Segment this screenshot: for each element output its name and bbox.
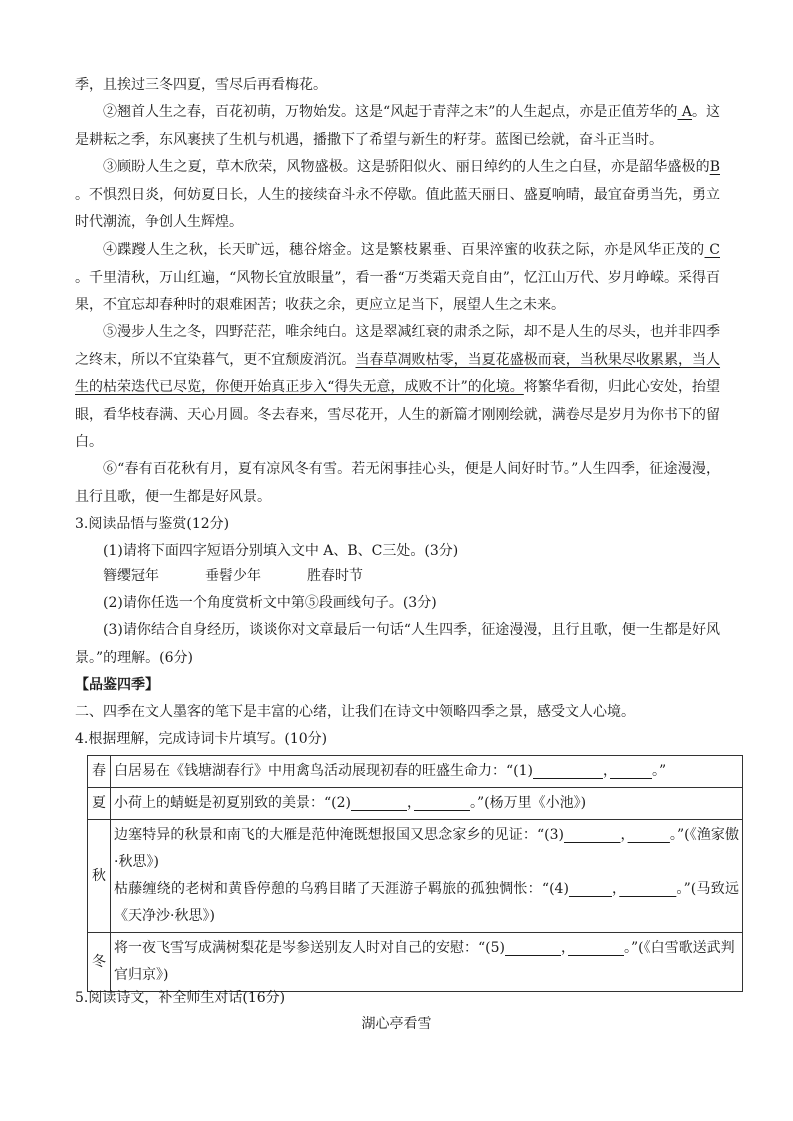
blank-3a[interactable] <box>564 827 621 843</box>
cell-text: 。”(《白雪歌送武判官归京》) <box>114 940 735 983</box>
blank-5b[interactable] <box>568 940 624 956</box>
season-autumn: 秋 <box>88 820 111 933</box>
paragraph-closing: ⑥“春有百花秋有月，夏有凉风冬有雪。若无闲事挂心头，便是人间好时节。”人生四季，征途漫漫，且行且歌，便一生都是好风景。 <box>75 461 720 505</box>
autumn-entry-2 <box>114 876 739 930</box>
season-winter: 冬 <box>88 933 111 992</box>
poem-title: 湖心亭看雪 <box>361 1016 432 1032</box>
blank-B: B <box>709 159 720 175</box>
blank-3b[interactable] <box>628 827 670 843</box>
question-3-heading: 3.阅读品悟与鉴赏(12分) <box>75 516 230 532</box>
cell-text: ， <box>612 881 620 897</box>
spring-cell <box>111 756 743 788</box>
paragraph-text: ②翘首人生之春，百花初萌，万物始发。这是“风起于青萍之末”的人生起点，亦是正值芳华的 <box>103 104 678 120</box>
autumn-entry-1 <box>114 822 739 876</box>
blank-2a[interactable] <box>351 795 407 811</box>
table-row <box>88 933 743 992</box>
phrase-options <box>103 565 409 587</box>
cell-text: 。”(《渔家傲·秋思》) <box>114 827 740 870</box>
paragraph-autumn <box>75 237 720 320</box>
question-4-heading: 4.根据理解，完成诗词卡片填写。(10分) <box>75 731 328 747</box>
blank-1a[interactable] <box>533 763 603 779</box>
paragraph-continuation: 季，且挨过三冬四夏，雪尽后再看梅花。 <box>75 77 327 93</box>
underlined-sentence: 当春草凋败枯零，当夏花盛极而衰，当秋果尽收累累，当人生的枯荣迭代已尽览，你便开始真正步入“得失无意，成败不计”的化境。 <box>75 351 721 395</box>
cell-text: 将一夜飞雪写成满树梨花是岑参送别友人时对自己的安慰：“(5) <box>114 940 505 956</box>
table-row <box>88 788 743 820</box>
question-3-1: (1)请将下面四字短语分别填入文中 A、B、C三处。(3分) <box>103 543 459 559</box>
paragraph-text: ⑤漫步人生之冬，四野茫茫，唯余纯白。这是翠减红衰的肃杀之际，却不是人生的尽头，也并非四季之终末，所以不宜染暮气，更不宜颓废消沉。 <box>75 324 720 368</box>
cell-text: 。”(杨万里《小池》) <box>470 795 587 811</box>
table-row <box>88 820 743 933</box>
cell-text: 小荷上的蜻蜓是初夏别致的美景：“(2) <box>114 795 351 811</box>
blank-5a[interactable] <box>505 940 561 956</box>
paragraph-spring <box>75 99 720 154</box>
option-2: 垂髫少年 <box>205 568 261 584</box>
section-intro: 二、四季在文人墨客的笔下是丰富的心绪，让我们在诗文中领略四季之景，感受文人心境。 <box>75 704 635 720</box>
paragraph-text: 。这是耕耘之季，东风裹挟了生机与机遇，播撒下了希望与新生的籽芽。蓝图已绘就，奋斗正当时。 <box>75 104 721 148</box>
cell-text: ， <box>407 795 414 811</box>
blank-2b[interactable] <box>414 795 470 811</box>
poem-card-table <box>87 755 743 992</box>
autumn-cell <box>111 820 743 933</box>
paragraph-text: ③顾盼人生之夏，草木欣荣，风物盛极。这是骄阳似火、丽日绰约的人生之白昼，亦是韶华盛极的 <box>103 159 710 175</box>
section-heading: 【品鉴四季】 <box>75 677 159 693</box>
blank-C: C <box>704 242 720 258</box>
blank-1b[interactable] <box>610 763 652 779</box>
season-spring: 春 <box>88 756 111 788</box>
season-summer: 夏 <box>88 788 111 820</box>
question-5-heading: 5.阅读诗文，补全师生对话(16分) <box>75 990 286 1006</box>
blank-4b[interactable] <box>619 881 676 897</box>
cell-text: ， <box>620 827 628 843</box>
question-3-2: (2)请你任选一个角度赏析文中第⑤段画线句子。(3分) <box>103 595 437 611</box>
paragraph-summer <box>75 154 720 237</box>
winter-cell <box>111 933 743 992</box>
paragraph-text: ④蹀躞人生之秋，长天旷远，穗谷熔金。这是繁枝累垂、百果淬蜜的收获之际，亦是风华正茂的 <box>103 242 705 258</box>
option-1: 簪缨冠年 <box>103 568 159 584</box>
cell-text: 。” <box>652 763 667 779</box>
paragraph-winter <box>75 319 720 457</box>
paragraph-text: 。不惧烈日炎，何妨夏日长，人生的接续奋斗永不停歇。值此蓝天丽日、盛夏响晴，最宜奋勇当先，勇立时代潮流，争创人生辉煌。 <box>75 186 720 230</box>
question-3-3: (3)请你结合自身经历，谈谈你对文章最后一句话“人生四季，征途漫漫，且行且歌，便一生都是好风景。”的理解。(6分) <box>75 622 720 666</box>
paragraph-text: 。千里清秋，万山红遍，“风物长宜放眼量”，看一番“万类霜天竞自由”，忆江山万代、岁月峥嵘。采得百果，不宜忘却春种时的艰难困苦；收获之余，更应立足当下，展望人生之未来。 <box>75 269 720 313</box>
blank-4a[interactable] <box>569 881 612 897</box>
blank-A: A <box>677 104 693 120</box>
cell-text: 枯藤缠绕的老树和黄昏停憩的乌鸦目睹了天涯游子羁旅的孤独惆怅：“(4) <box>114 881 569 897</box>
option-3: 胜春时节 <box>307 568 363 584</box>
cell-text: 白居易在《钱塘湖春行》中用禽鸟活动展现初春的旺盛生命力：“(1) <box>114 763 533 779</box>
paragraph-text: 将繁华看彻，归此心安处，抬望眼，看华枝春满、天心月圆。冬去春来，雪尽花开，人生的新篇才刚刚绘就，满卷尽是岁月为你书下的留白。 <box>75 379 720 450</box>
cell-text: 边塞特异的秋景和南飞的大雁是范仲淹既想报国又思念家乡的见证：“(3) <box>114 827 564 843</box>
cell-text: 。”(马致远《天净沙·秋思》) <box>114 881 740 924</box>
cell-text: ， <box>561 940 568 956</box>
table-row <box>88 756 743 788</box>
summer-cell <box>111 788 743 820</box>
cell-text: ， <box>603 763 610 779</box>
